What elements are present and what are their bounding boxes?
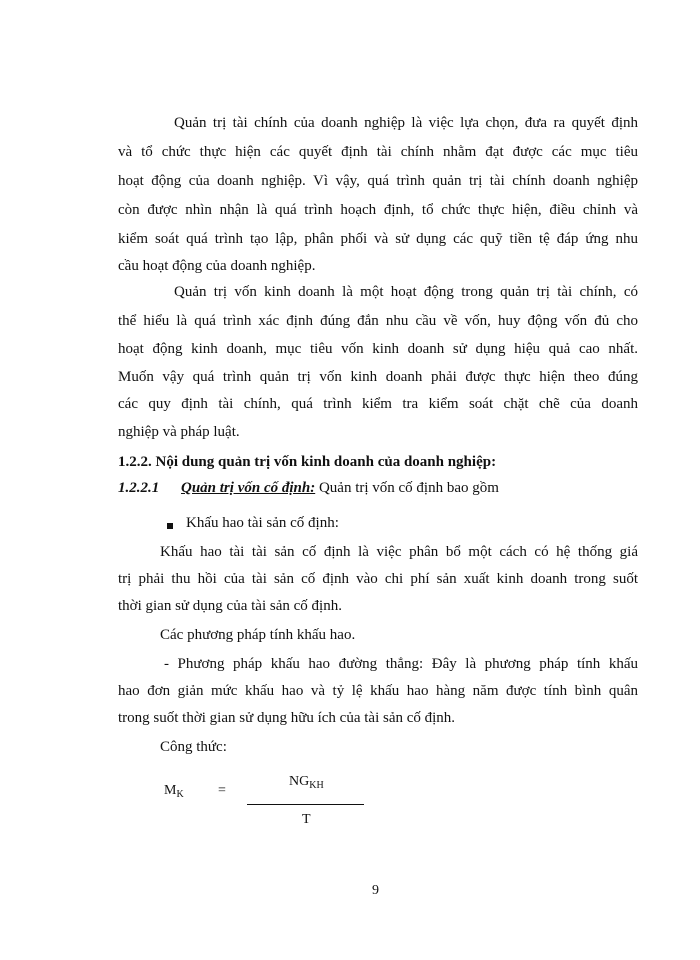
formula-label: Công thức:: [160, 739, 227, 755]
page-number: 9: [372, 883, 379, 898]
formula-numerator-subscript: KH: [309, 780, 324, 791]
p1-line-3: hoạt động của doanh nghiệp. Vì vậy, quá trình quản trị tài chính doanh nghiệp: [118, 173, 638, 189]
p2-line-5: các quy định tài chính, quá trình kiểm tra kiểm soát chặt chẽ của doanh: [118, 396, 638, 412]
p1-line-5: kiểm soát quá trình tạo lập, phân phối và sử dụng các quỹ tiền tệ đáp ứng nhu: [118, 231, 638, 247]
p2-line-1: Quản trị vốn kinh doanh là một hoạt động trong quản trị tài chính, có: [174, 284, 638, 300]
p3-line-2: trị phải thu hồi của tài sản cố định vào chi phí sản xuất kinh doanh trong suốt: [118, 571, 638, 587]
formula-lhs: [164, 783, 184, 799]
heading-1-2-2-1-number: 1.2.2.1: [118, 480, 160, 496]
p1-line-1: Quản trị tài chính của doanh nghiệp là việc lựa chọn, đưa ra quyết định: [174, 115, 638, 131]
p3-line-1: Khấu hao tài tài sản cố định là việc phân bổ một cách có hệ thống giá: [160, 544, 638, 560]
p2-line-3: hoạt động kinh doanh, mục tiêu vốn kinh doanh sử dụng hiệu quả cao nhất.: [118, 341, 638, 357]
methods-line: Các phương pháp tính khấu hao.: [160, 627, 356, 643]
formula-denominator: T: [302, 812, 311, 827]
p4-line-1: - Phương pháp khấu hao đường thẳng: Đây là phương pháp tính khấu: [164, 656, 638, 672]
p1-line-6: cầu hoạt động của doanh nghiệp.: [118, 258, 316, 274]
p1-line-2: và tổ chức thực hiện các quyết định tài chính nhằm đạt được các mục tiêu: [118, 144, 638, 160]
formula-numerator: [289, 774, 324, 790]
formula-numerator-main: NG: [289, 774, 310, 789]
p2-line-4: Muốn vậy quá trình quản trị vốn kinh doanh phải được thực hiện theo đúng: [118, 369, 638, 385]
bullet-label: Khấu hao tài sản cố định:: [186, 515, 339, 531]
p4-line-2: hao đơn giản mức khấu hao và tỷ lệ khấu hao hàng năm được tính bình quân: [118, 683, 638, 699]
square-bullet-icon: [167, 523, 173, 529]
heading-1-2-2: 1.2.2. Nội dung quản trị vốn kinh doanh của doanh nghiệp:: [118, 454, 497, 470]
p2-line-2: thể hiểu là quá trình xác định đúng đắn nhu cầu về vốn, huy động vốn đủ cho: [118, 313, 638, 329]
formula-lhs-subscript: K: [176, 789, 184, 800]
p3-line-3: thời gian sử dụng của tài sản cố định.: [118, 598, 342, 614]
p4-line-3: trong suốt thời gian sử dụng hữu ích của tài sản cố định.: [118, 710, 456, 726]
heading-1-2-2-1: [118, 480, 499, 497]
p2-line-6: nghiệp và pháp luật.: [118, 424, 240, 440]
p1-line-4: còn được nhìn nhận là quá trình hoạch định, tổ chức thực hiện, điều chỉnh và: [118, 202, 638, 218]
formula-equals: =: [218, 783, 226, 798]
heading-1-2-2-1-rest: Quản trị vốn cố định bao gồm: [315, 480, 499, 496]
formula-lhs-main: M: [164, 783, 177, 798]
heading-1-2-2-1-title: Quản trị vốn cố định:: [181, 480, 316, 496]
fraction-bar: [247, 804, 364, 805]
